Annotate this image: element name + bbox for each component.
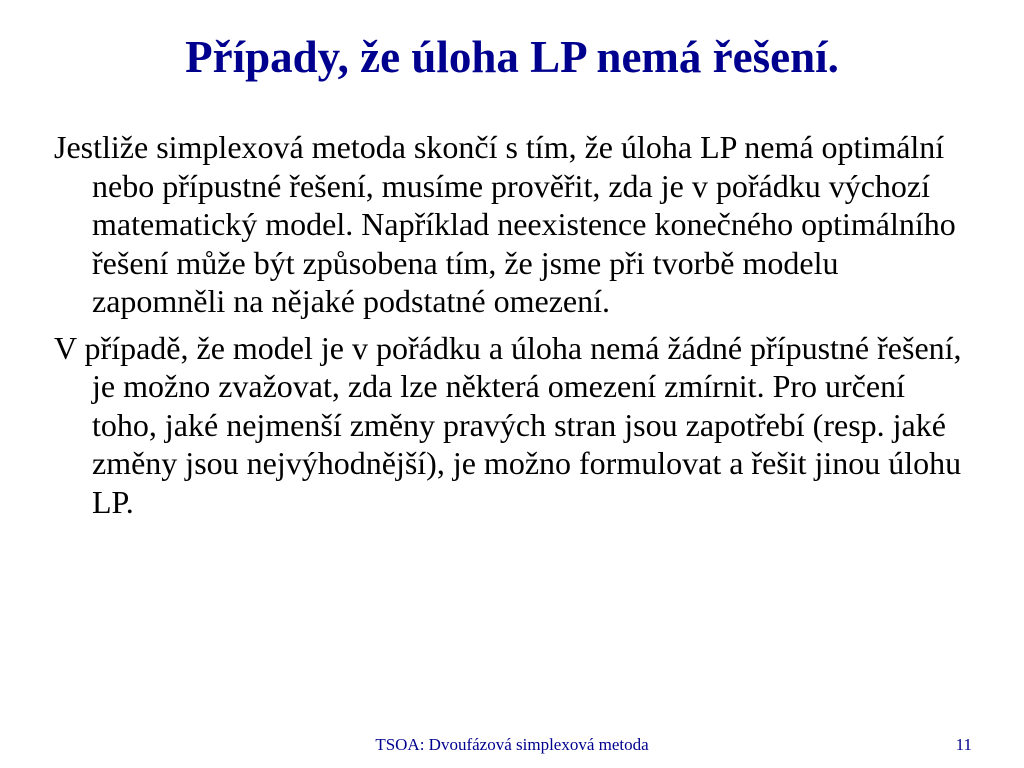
body-paragraph-1: Jestliže simplexová metoda skončí s tím, že úloha LP nemá optimální nebo přípustné řešení, musíme prověřit, zda je v pořádku výchozí matematický model. Například neexistence konečného optimálního řešení může být způsobena tím, že jsme při tvorbě modelu zapomněli na nějaké podstatné omezení. (54, 129, 956, 319)
footer-text: TSOA: Dvoufázová simplexová metoda (375, 735, 649, 754)
slide-title: Případy, že úloha LP nemá řešení. (185, 32, 839, 82)
slide-body (54, 128, 974, 529)
body-paragraph-2: V případě, že model je v pořádku a úloha nemá žádné přípustné řešení, je možno zvažovat, zda lze některá omezení zmírnit. Pro určení toho, jaké nejmenší změny pravých stran jsou zapotřebí (resp. jaké změny jsou nejvýhodnější), je možno formulovat a řešit jinou úlohu LP. (54, 329, 962, 520)
page-number: 11 (955, 735, 972, 754)
